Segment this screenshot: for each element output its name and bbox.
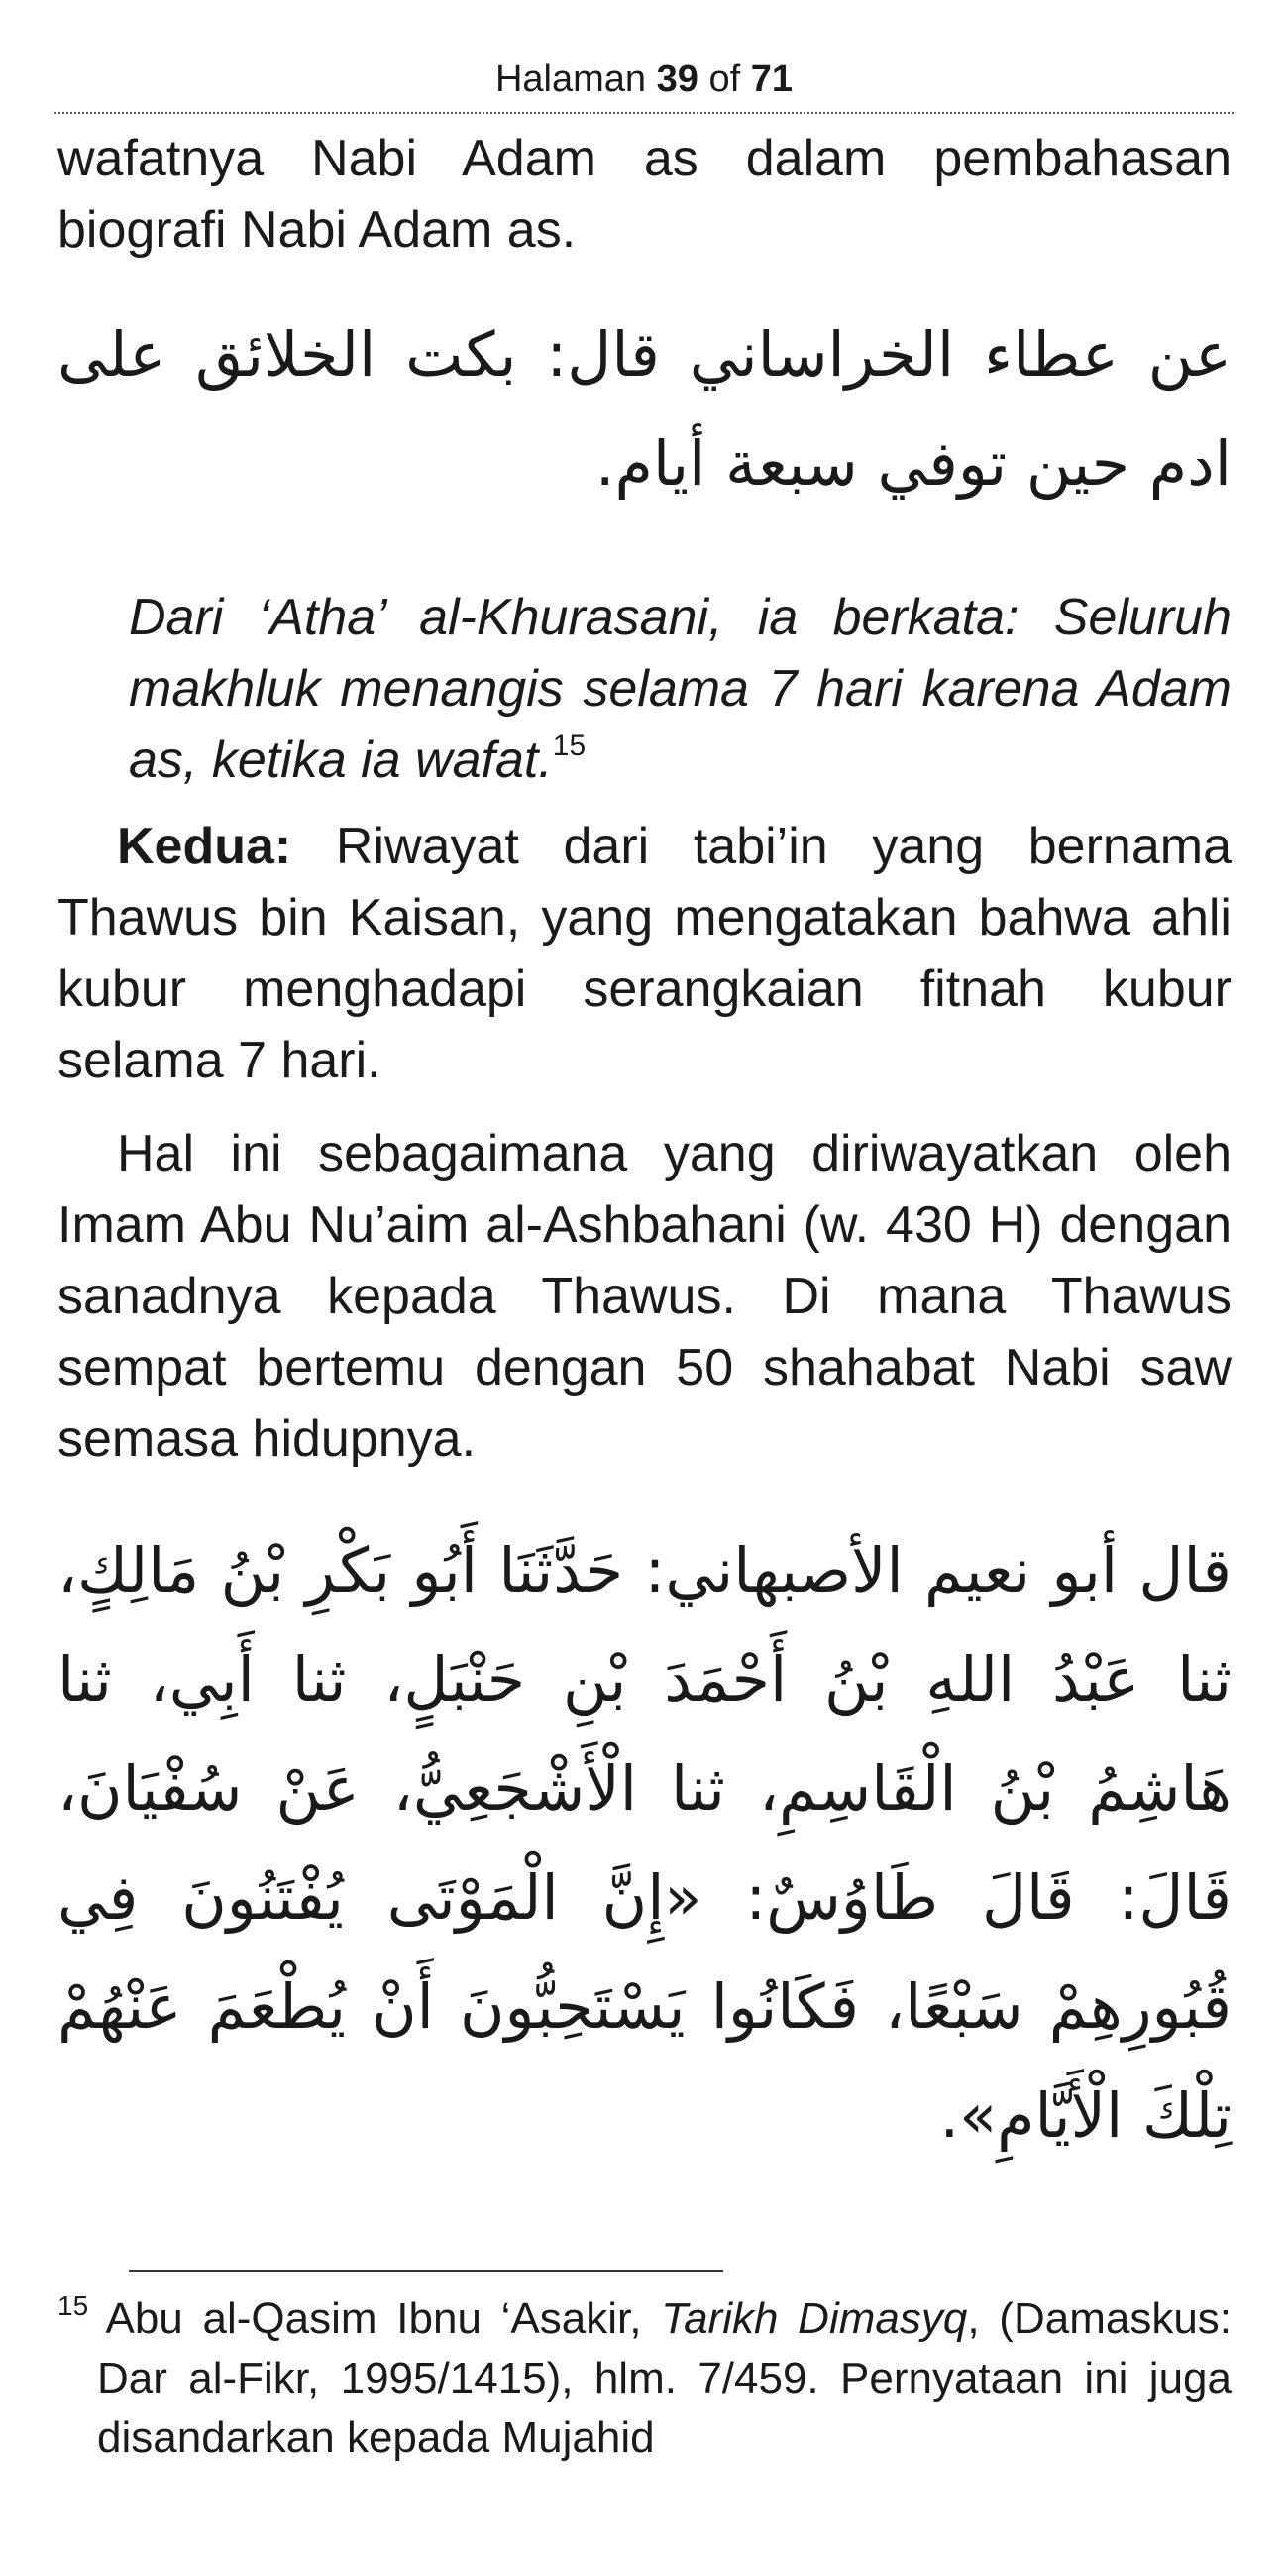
kedua-label: Kedua: (117, 818, 292, 875)
footnote-divider (129, 2270, 723, 2272)
intro-paragraph (57, 123, 1232, 266)
arabic-quote-atha: عن عطاء الخراساني قال: بكت الخلائق على ادم حين توفي سبعة أيام. (57, 318, 1232, 500)
kedua-paragraph (57, 811, 1232, 1096)
footnote (57, 2290, 1232, 2468)
header-label: Halaman (494, 58, 647, 100)
translation-quote (129, 582, 1232, 796)
kedua-text: Riwayat dari tabi’in yang bernama Thawus bin Kaisan, yang mengatakan bahwa ahli kubur menghadapi serangkaian fitnah kubur selama 7 hari. (57, 818, 1232, 1089)
hal-paragraph (57, 1118, 1232, 1475)
page-header (54, 55, 1234, 104)
arabic-hadith-abu-nuaim: قال أبو نعيم الأصبهاني: حَدَّثَنَا أَبُو بَكْرِ بْنُ مَالِكٍ، ثنا عَبْدُ اللهِ بْنُ أَحْمَدَ بْنِ حَنْبَلٍ، ثنا أَبِي، ثنا هَاشِمُ بْنُ الْقَاسِمِ، ثنا الْأَشْجَعِيُّ، عَنْ سُفْيَانَ، قَالَ: قَالَ طَاوُسٌ: «إِنَّ الْمَوْتَى يُفْتَنُونَ فِي قُبُورِهِمْ سَبْعًا، فَكَانُوا يَسْتَحِبُّونَ أَنْ يُطْعَمَ عَنْهُمْ تِلْكَ الْأَيَّامِ». (57, 1534, 1232, 2152)
intro-text: wafatnya Nabi Adam as dalam pembahasan biografi Nabi Adam as. (57, 130, 1232, 259)
header-of: of (708, 58, 741, 100)
footnote-reference: 15 (552, 729, 587, 762)
footnote-number: 15 (57, 2291, 89, 2321)
footnote-rest: , (Damaskus: Dar al-Fikr, 1995/1415), hlm. 7/459. Pernyataan ini juga disandarkan kepada Mujahid (97, 2295, 1233, 2462)
footnote-author: Abu al-Qasim Ibnu ‘Asakir, (105, 2295, 662, 2343)
header-page-number: 39 (656, 58, 698, 100)
header-total-pages: 71 (750, 58, 794, 100)
header-divider (54, 112, 1234, 114)
quote-text: Dari ‘Atha’ al-Khurasani, ia berkata: Seluruh makhluk menangis selama 7 hari karena Adam as, ketika ia wafat. (129, 589, 1232, 789)
hal-text: Hal ini sebagaimana yang diriwayatkan oleh Imam Abu Nu’aim al-Ashbahani (w. 430 H) dengan sanadnya kepada Thawus. Di mana Thawus sempat bertemu dengan 50 shahabat Nabi saw semasa hidupnya. (57, 1125, 1232, 1468)
footnote-title: Tarikh Dimasyq (661, 2295, 968, 2343)
